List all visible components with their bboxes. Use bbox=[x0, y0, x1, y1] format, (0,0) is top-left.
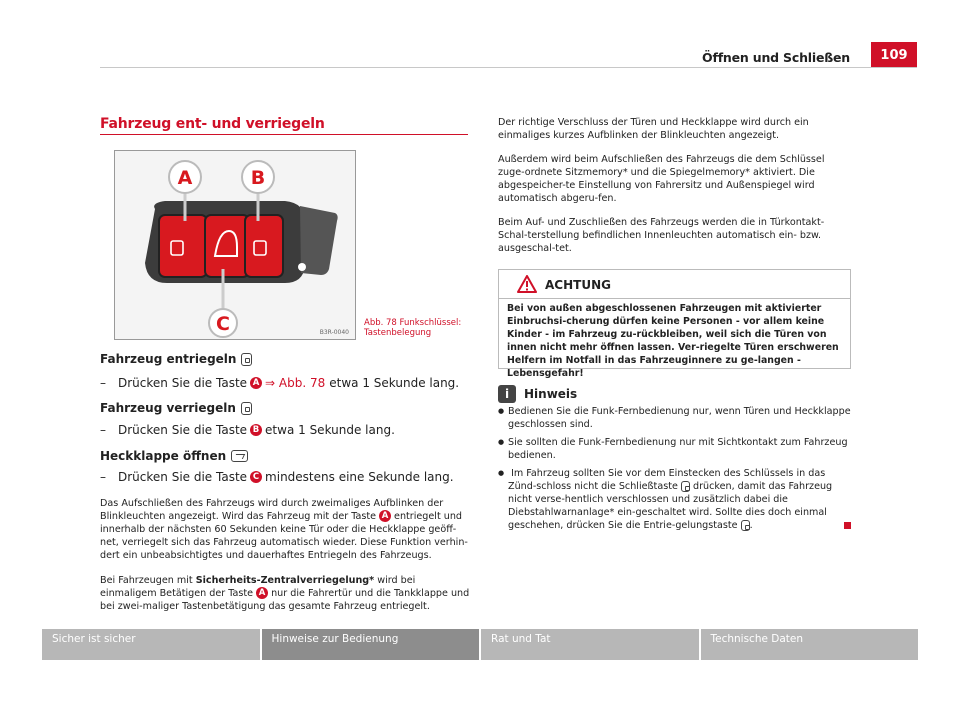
running-header-title: Öffnen und Schließen bbox=[702, 50, 850, 65]
heading-lock-text: Fahrzeug verriegeln bbox=[100, 401, 236, 415]
button-badge-a: A bbox=[250, 377, 262, 389]
heading-unlock bbox=[100, 352, 252, 366]
paragraph-text: entriegelt und innerhalb der nächsten 60 Sekunden keine Tür oder die Heckklappe geöff-net, verriegelt sich das Fahrzeug automatisch wieder. Diese Funktion verhin-dert ein unbeabsichtigtes und dauerhaftes Entriegeln des Fahrzeugs. bbox=[100, 511, 468, 561]
footer-nav bbox=[42, 629, 918, 660]
trunk-icon bbox=[231, 450, 248, 462]
info-bullet-list bbox=[498, 405, 852, 537]
footer-tab-sicher[interactable]: Sicher ist sicher bbox=[42, 629, 262, 660]
step-trunk bbox=[100, 470, 454, 484]
section-end-marker bbox=[844, 522, 851, 529]
info-bullet-text: Im Fahrzeug sollten Sie vor dem Einstecken des Schlüssels in das Zünd-schloss nicht die Schließtaste bbox=[508, 468, 826, 492]
info-bullet-text: . bbox=[749, 520, 753, 531]
figure-reference-link[interactable]: ⇒ Abb. 78 bbox=[265, 376, 326, 390]
info-bullet-text: drücken, damit das Fahrzeug nicht verse-hentlich verschlossen und zusätzlich dabei die Diebstahlwarnanlage* ein-geschaltet wird. Sollte dies doch einmal geschehen, drücken Sie die Entrie-gelungstaste bbox=[508, 481, 833, 531]
warning-triangle-icon bbox=[517, 275, 537, 293]
page-number: 109 bbox=[871, 42, 917, 68]
figure-code: B3R-0040 bbox=[319, 329, 349, 336]
heading-unlock-text: Fahrzeug entriegeln bbox=[100, 352, 237, 366]
key-fob-illustration bbox=[115, 151, 355, 339]
section-title-rule bbox=[100, 134, 468, 135]
figure-caption bbox=[364, 318, 461, 338]
figure-caption-line-2: Tastenbelegung bbox=[364, 328, 432, 338]
unlock-key-icon bbox=[241, 353, 252, 366]
step-text: etwa 1 Sekunde lang. bbox=[265, 423, 395, 437]
footer-tab-rat[interactable]: Rat und Tat bbox=[481, 629, 701, 660]
info-header bbox=[498, 385, 577, 403]
info-bullet bbox=[498, 467, 852, 532]
warning-text: Bei von außen abgeschlossenen Fahrzeugen mit aktivierter Einbruchsi-cherung dürfen keine Personen - vor allem keine Kinder - im Fahrzeug zu-rückbleiben, weil sich die Türen von innen nicht mehr öffnen lassen. Ver-riegelte Türen erschweren Helfern im Notfall in das Fahrzeuginnere zu ge-langen - Lebensgefahr! bbox=[507, 303, 839, 379]
button-badge-c: C bbox=[250, 471, 262, 483]
paragraph-text: nur die Fahrertür und die Tankklappe und bei zwei-maliger Tastenbetätigung das gesamte Fahrzeug entriegelt. bbox=[100, 588, 470, 612]
unlock-key-icon bbox=[741, 520, 750, 531]
figure-caption-line-1: Abb. 78 Funkschlüssel: bbox=[364, 318, 462, 328]
step-text: Drücken Sie die Taste bbox=[118, 470, 248, 484]
paragraph-bold-term: Sicherheits-Zentralverriegelung* bbox=[195, 575, 375, 586]
header-divider bbox=[100, 67, 917, 68]
step-dash: – bbox=[100, 376, 106, 390]
info-icon: i bbox=[498, 385, 516, 403]
info-bullet: ● Sie sollten die Funk-Fernbedienung nur mit Sichtkontakt zum Fahrzeug bedienen. bbox=[498, 436, 852, 462]
lock-key-icon bbox=[241, 402, 252, 415]
figure-label-a: A bbox=[177, 167, 193, 189]
section-title: Fahrzeug ent- und verriegeln bbox=[100, 116, 325, 132]
step-text: Drücken Sie die Taste bbox=[118, 376, 248, 390]
heading-lock bbox=[100, 401, 252, 415]
step-text: mindestens eine Sekunde lang. bbox=[265, 470, 454, 484]
warning-box bbox=[498, 269, 851, 379]
lock-key-icon bbox=[681, 481, 690, 492]
info-bullet: ● Bedienen Sie die Funk-Fernbedienung nur, wenn Türen und Heckklappe geschlossen sind. bbox=[498, 405, 852, 431]
figure-label-c: C bbox=[216, 313, 230, 335]
heading-trunk-text: Heckklappe öffnen bbox=[100, 449, 227, 463]
step-text: etwa 1 Sekunde lang. bbox=[329, 376, 460, 390]
info-title: Hinweis bbox=[524, 387, 578, 401]
button-badge-a: A bbox=[256, 587, 268, 599]
warning-header bbox=[499, 270, 850, 299]
button-badge-b: B bbox=[250, 424, 262, 436]
footer-tab-technik[interactable]: Technische Daten bbox=[701, 629, 919, 660]
step-dash: – bbox=[100, 423, 106, 437]
paragraph-text: Bei Fahrzeugen mit bbox=[100, 575, 193, 586]
paragraph-unlock-info bbox=[100, 497, 470, 562]
step-unlock bbox=[100, 376, 459, 390]
key-fob-figure bbox=[114, 150, 356, 340]
figure-label-b: B bbox=[250, 167, 266, 189]
warning-title: ACHTUNG bbox=[545, 278, 611, 292]
step-lock bbox=[100, 423, 395, 437]
paragraph-memory: Außerdem wird beim Aufschließen des Fahrzeugs die dem Schlüssel zuge-ordnete Sitzmemory* und die Spiegelmemory* aktiviert. Die abgespeicher-te Einstellung von Fahrersitz und Außenspiegel wird automatisch abgeru-fen. bbox=[498, 154, 825, 204]
step-text: Drücken Sie die Taste bbox=[118, 423, 248, 437]
heading-trunk bbox=[100, 449, 248, 463]
step-dash: – bbox=[100, 470, 106, 484]
paragraph-interior-lights: Beim Auf- und Zuschließen des Fahrzeugs werden die in Türkontakt-Schal-terstellung befindlichen Innenleuchten automatisch ein- bzw. ausgeschal-tet. bbox=[498, 217, 825, 254]
button-badge-a: A bbox=[379, 510, 391, 522]
paragraph-lock-confirmation: Der richtige Verschluss der Türen und Heckklappe wird durch ein einmaliges kurzes Aufblinken der Blinkleuchten angezeigt. bbox=[498, 117, 809, 141]
footer-tab-bedienung[interactable]: Hinweise zur Bedienung bbox=[262, 629, 482, 660]
paragraph-central-locking bbox=[100, 574, 470, 613]
paragraph-text: Das Aufschließen des Fahrzeugs wird durch zweimaliges Aufblinken der Blinkleuchten angezeigt. Wird das Fahrzeug mit der Taste bbox=[100, 498, 444, 522]
paragraph-text: wird bei einmaligem Betätigen der Taste bbox=[100, 575, 416, 599]
